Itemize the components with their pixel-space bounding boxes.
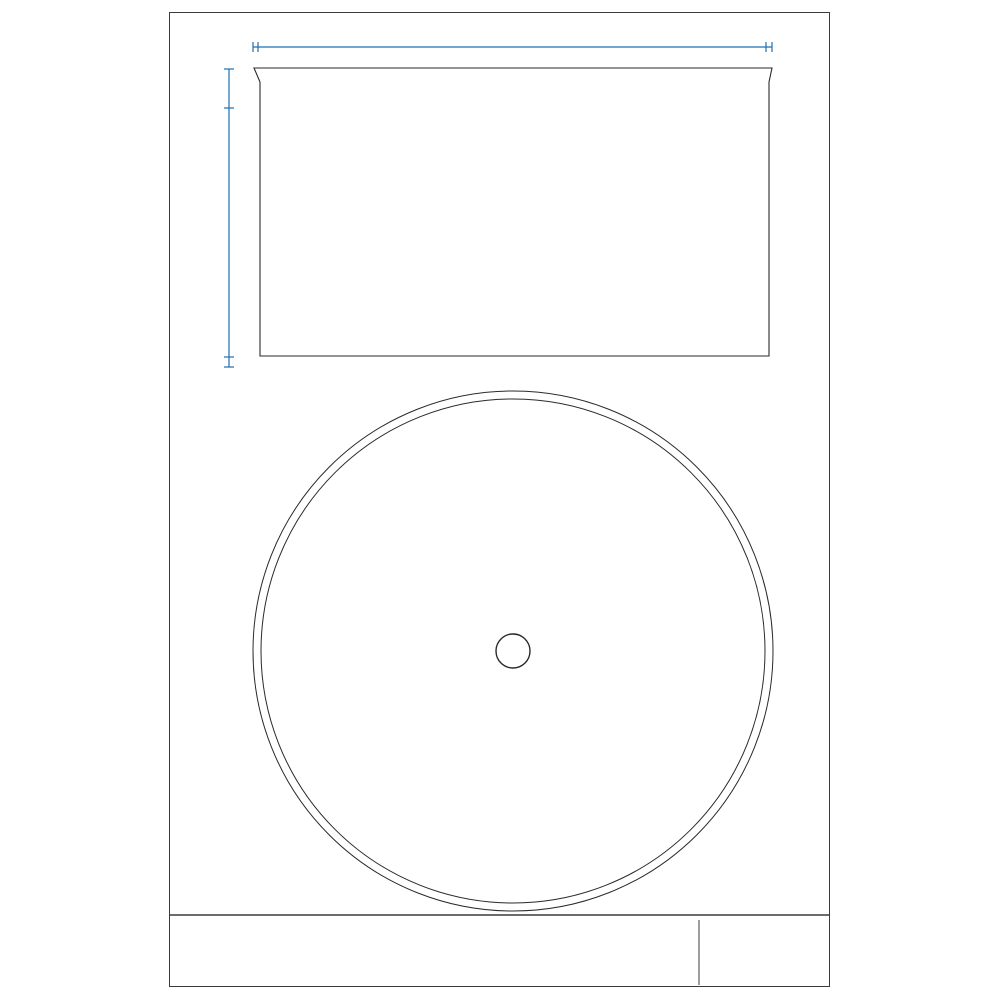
top-view — [253, 391, 773, 911]
width-dimension — [253, 42, 772, 52]
side-view — [254, 68, 772, 356]
basket-rim-inner — [261, 399, 765, 903]
basket-side-outline — [254, 68, 772, 356]
product-specs — [183, 959, 215, 974]
basket-rim-outer — [253, 391, 773, 911]
height-dimension — [224, 69, 234, 367]
center-hole — [496, 634, 530, 668]
milk-and-more-logo — [715, 928, 815, 978]
